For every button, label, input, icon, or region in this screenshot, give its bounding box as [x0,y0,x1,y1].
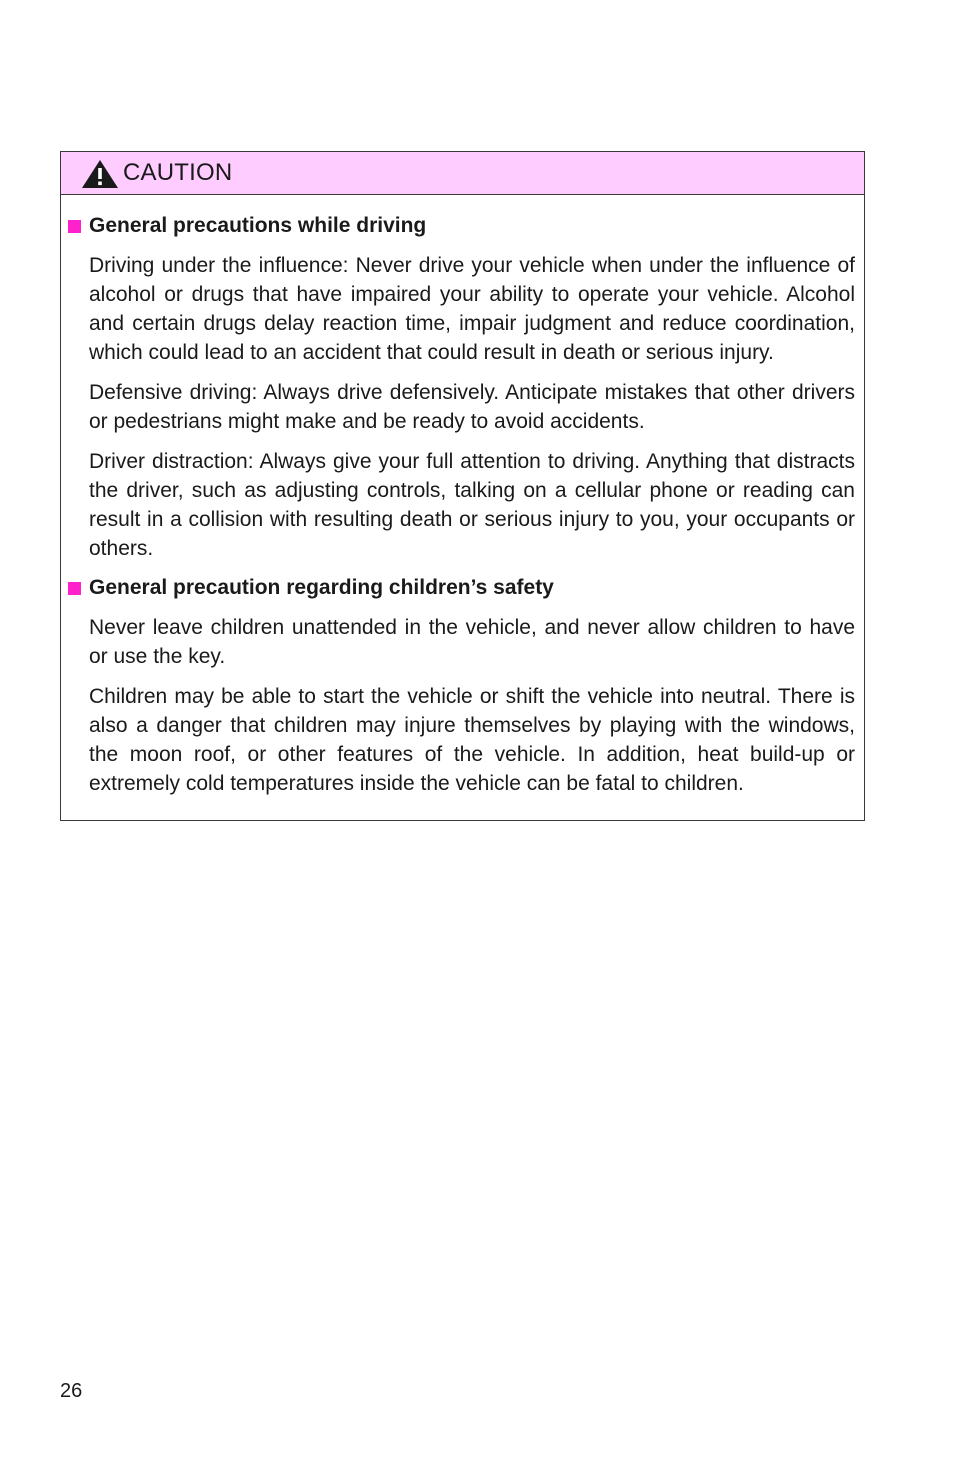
caution-box [60,151,865,821]
section-heading-text: General precautions while driving [89,214,427,237]
paragraph: Never leave children unattended in the vehicle, and never allow children to have or use the key. [89,616,855,668]
caution-header [61,152,864,195]
paragraph: Driving under the influence: Never drive your vehicle when under the influence of alcohol or drugs that have impaired your ability to operate your vehicle. Alcohol and certain drugs delay reaction time, impair judgment and reduce coordination, which could lead to an accident that could result in death or serious injury. [89,254,855,364]
warning-triangle-icon [81,159,119,189]
caution-title: CAUTION [123,159,233,186]
section-heading [68,214,855,238]
page-number: 26 [60,1380,83,1402]
section-children [61,576,864,798]
paragraph: Defensive driving: Always drive defensively. Anticipate mistakes that other drivers or pedestrians might make and be ready to avoid accidents. [89,381,855,433]
section-driving [61,214,864,563]
paragraph: Children may be able to start the vehicle or shift the vehicle into neutral. There is also a danger that children may injure themselves by playing with the windows, the moon roof, or other features of the vehicle. In addition, heat build-up or extremely cold temperatures inside the vehicle can be fatal to children. [89,685,855,795]
square-bullet-icon [68,220,81,233]
section-heading [68,576,855,600]
paragraph: Driver distraction: Always give your full attention to driving. Anything that distracts the driver, such as adjusting controls, talking on a cellular phone or reading can result in a collision with resulting death or serious injury to you, your occupants or others. [89,450,855,560]
section-heading-text: General precaution regarding children’s safety [89,576,554,599]
square-bullet-icon [68,582,81,595]
